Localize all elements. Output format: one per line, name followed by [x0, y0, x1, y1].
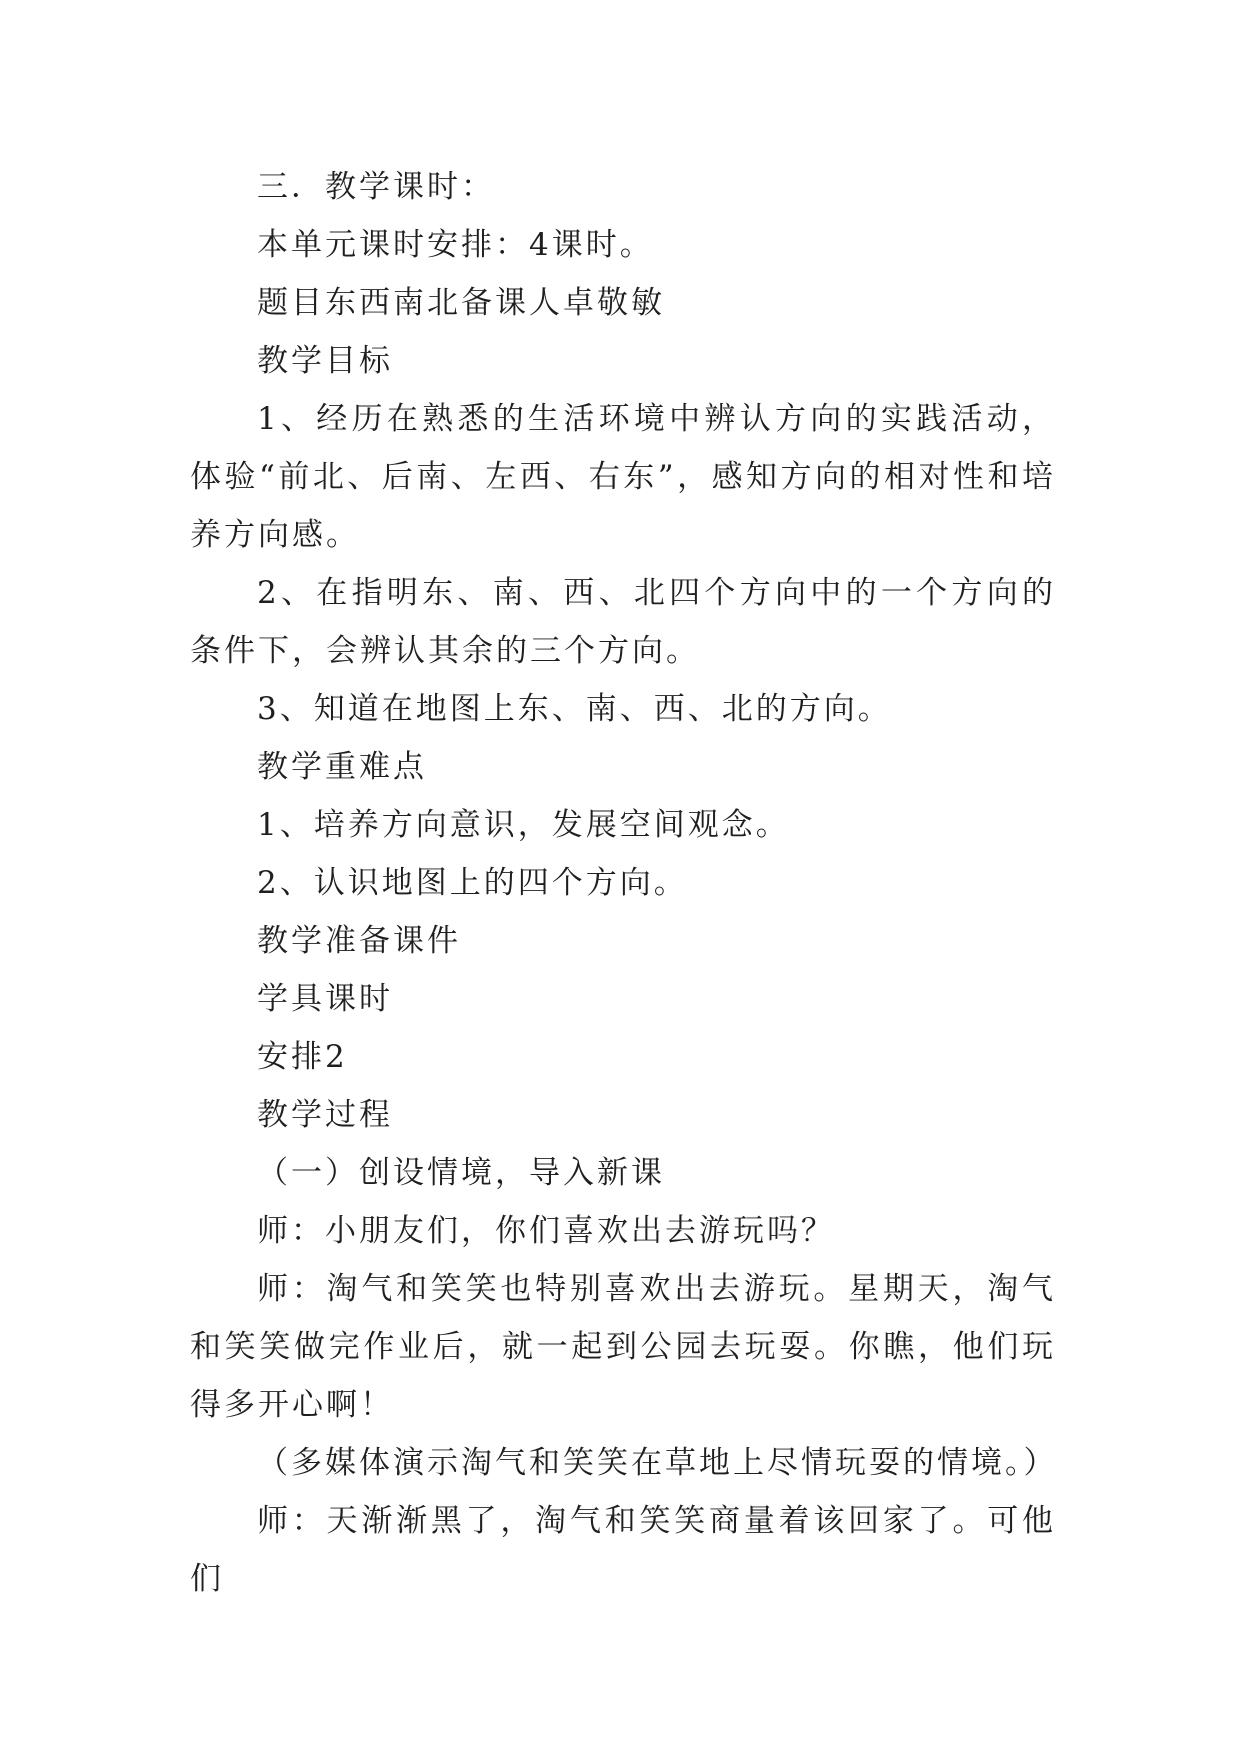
- objective-2: 2、在指明东、南、西、北四个方向中的一个方向的条件下，会辨认其余的三个方向。: [190, 575, 1056, 669]
- learning-tools-period: 学具课时: [257, 981, 393, 1017]
- teaching-preparation: 教学准备课件: [257, 923, 461, 959]
- arrangement: 安排2: [257, 1039, 348, 1075]
- heading-teaching-objectives: 教学目标: [257, 343, 393, 379]
- multimedia-note: （多媒体演示淘气和笑笑在草地上尽情玩耍的情境。）: [257, 1445, 1058, 1481]
- section-1-title: （一）创设情境，导入新课: [257, 1155, 665, 1191]
- unit-period-arrangement: 本单元课时安排：4课时。: [257, 227, 654, 263]
- objective-3: 3、知道在地图上东、南、西、北的方向。: [257, 691, 892, 727]
- heading-teaching-periods: 三．教学课时：: [257, 169, 495, 205]
- objective-1: 1、经历在熟悉的生活环境中辨认方向的实践活动，体验“前北、后南、左西、右东”，感知方向的相对性和培养方向感。: [190, 401, 1056, 553]
- lesson-title-and-author: 题目东西南北备课人卓敬敏: [257, 285, 665, 321]
- heading-teaching-process: 教学过程: [257, 1097, 393, 1133]
- key-point-2: 2、认识地图上的四个方向。: [257, 865, 688, 901]
- teacher-line-2: 师：淘气和笑笑也特别喜欢出去游玩。星期天，淘气和笑笑做完作业后，就一起到公园去玩耍。你瞧，他们玩得多开心啊！: [190, 1271, 1056, 1423]
- document-body: [190, 158, 1056, 1608]
- heading-key-difficulties: 教学重难点: [257, 749, 427, 785]
- key-point-1: 1、培养方向意识，发展空间观念。: [257, 807, 790, 843]
- teacher-line-3: 师：天渐渐黑了，淘气和笑笑商量着该回家了。可他们: [190, 1503, 1056, 1597]
- teacher-line-1: 师：小朋友们，你们喜欢出去游玩吗？: [257, 1213, 835, 1249]
